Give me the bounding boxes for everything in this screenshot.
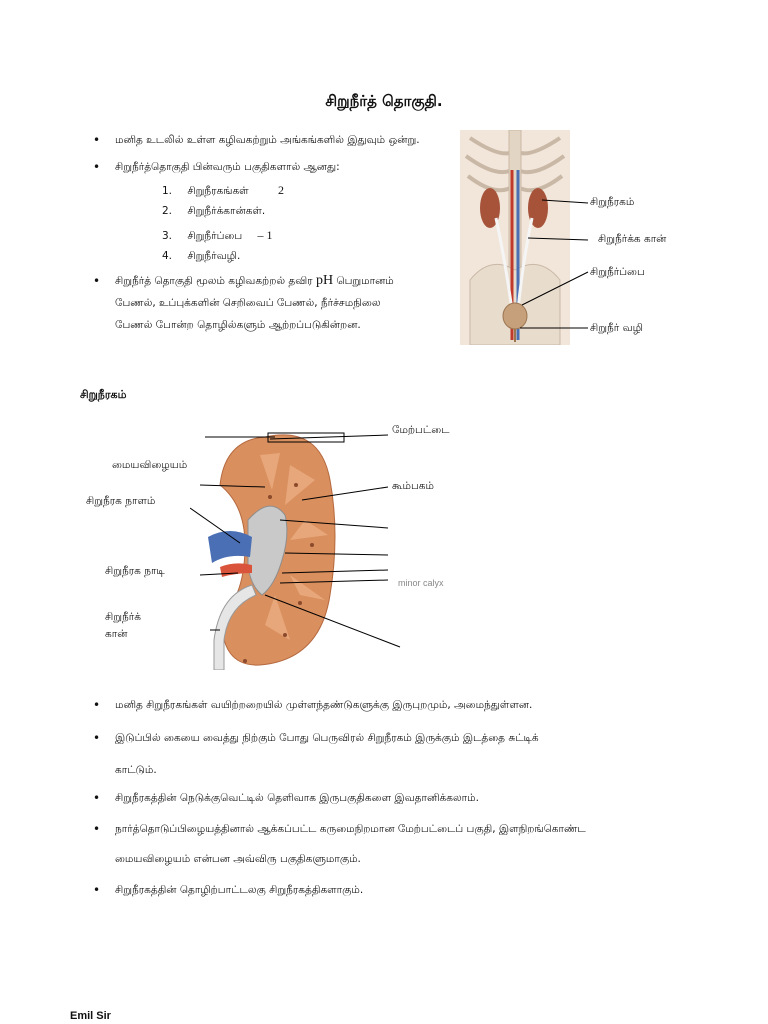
torso-label-ureter: சிறுநீர்க்க கான் (598, 233, 667, 245)
body-bullet-2 (93, 727, 695, 781)
kidney-label-pyramid: கூம்பகம் (392, 480, 434, 492)
section-heading: சிறுநீரகம் (80, 388, 127, 401)
parts-list-item: 2. சிறுநீர்க்கான்கள். (162, 205, 266, 217)
bullet-icon: • (93, 731, 101, 745)
bullet-text: நார்த்தொடுப்பிழையத்தினால் ஆக்கப்பட்ட கருமைநிறமான மேற்பட்டைப் பகுதி, இளநிறங்கொண்ட (115, 823, 586, 835)
torso-pointer-lines (460, 130, 590, 345)
body-bullet-1 (93, 694, 675, 716)
function-line-1: சிறுநீர்த் தொகுதி மூலம் கழிவகற்றல் தவிர pH பெறுமானம் (115, 273, 394, 288)
bullet-icon: • (93, 698, 101, 712)
bullet-text: மனித சிறுநீரகங்கள் வயிற்றறையில் முள்ளந்தண்டுகளுக்கு இருபுறமும், அமைந்துள்ளன. (115, 699, 533, 711)
bullet-icon: • (93, 274, 101, 288)
bullet-text: மனித உடலில் உள்ள கழிவகற்றும் அங்கங்களில் இதுவும் ஒன்று. (115, 134, 420, 146)
intro-bullet-2 (93, 156, 445, 178)
kidney-pointer-lines (190, 425, 420, 670)
kidney-label-medulla: மையவிழையம் (112, 459, 188, 471)
torso-label-bladder: சிறுநீர்ப்பை (590, 266, 645, 278)
bullet-icon: • (93, 883, 101, 897)
function-line-3: பேணல் போன்ற தொழில்களும் ஆற்றப்படுகின்றன. (115, 319, 361, 331)
kidney-label-ureter-line1: சிறுநீர்க் (105, 611, 141, 623)
parts-list-item: 3. சிறுநீர்ப்பை – 1 (162, 228, 273, 242)
author-footer: Emil Sir (70, 1010, 111, 1022)
torso-label-kidney: சிறுநீரகம் (590, 196, 635, 208)
bullet-text: சிறுநீரகத்தின் நெடுக்குவெட்டில் தெளிவாக இருபகுதிகளை இவதானிக்கலாம். (115, 792, 479, 804)
function-line-2: பேணல், உப்புக்களின் செறிவைப் பேணல், நீர்ச்சமநிலை (115, 297, 381, 309)
bullet-text-continued: காட்டும். (115, 764, 157, 776)
body-bullet-5 (93, 879, 675, 901)
bullet-text: சிறுநீரகத்தின் தொழிற்பாட்டலகு சிறுநீரகத்திகளாகும். (115, 884, 364, 896)
kidney-label-ureter-line2: கான் (105, 628, 128, 640)
function-bullet (93, 270, 465, 336)
torso-label-urethra: சிறுநீர் வழி (590, 322, 643, 334)
body-bullet-3 (93, 787, 675, 809)
kidney-label-minor-calyx: minor calyx (398, 578, 444, 588)
page-title: சிறுநீர்த் தொகுதி. (325, 92, 443, 110)
bullet-text: இடுப்பில் கையை வைத்து நிற்கும் போது பெருவிரல் சிறுநீரகம் இருக்கும் இடத்தை சுட்டிக் (115, 732, 539, 744)
body-bullet-4 (93, 818, 715, 870)
kidney-label-cortex: மேற்பட்டை (392, 424, 450, 436)
bullet-text-continued: மையவிழையம் என்பன அவ்விரு பகுதிகளுமாகும். (115, 853, 361, 865)
parts-list-item: 4. சிறுநீர்வழி. (162, 250, 241, 262)
kidney-label-renal-vein: சிறுநீரக நாளம் (86, 495, 156, 507)
kidney-label-renal-artery: சிறுநீரக நாடி (105, 565, 165, 577)
bullet-icon: • (93, 791, 101, 805)
bullet-text: சிறுநீர்த்தொகுதி பின்வரும் பகுதிகளால் ஆனது: (115, 161, 340, 173)
bullet-icon: • (93, 160, 101, 174)
bullet-icon: • (93, 133, 101, 147)
bullet-icon: • (93, 822, 101, 836)
parts-list-item: 1. சிறுநீரகங்கள் 2 (162, 183, 284, 197)
